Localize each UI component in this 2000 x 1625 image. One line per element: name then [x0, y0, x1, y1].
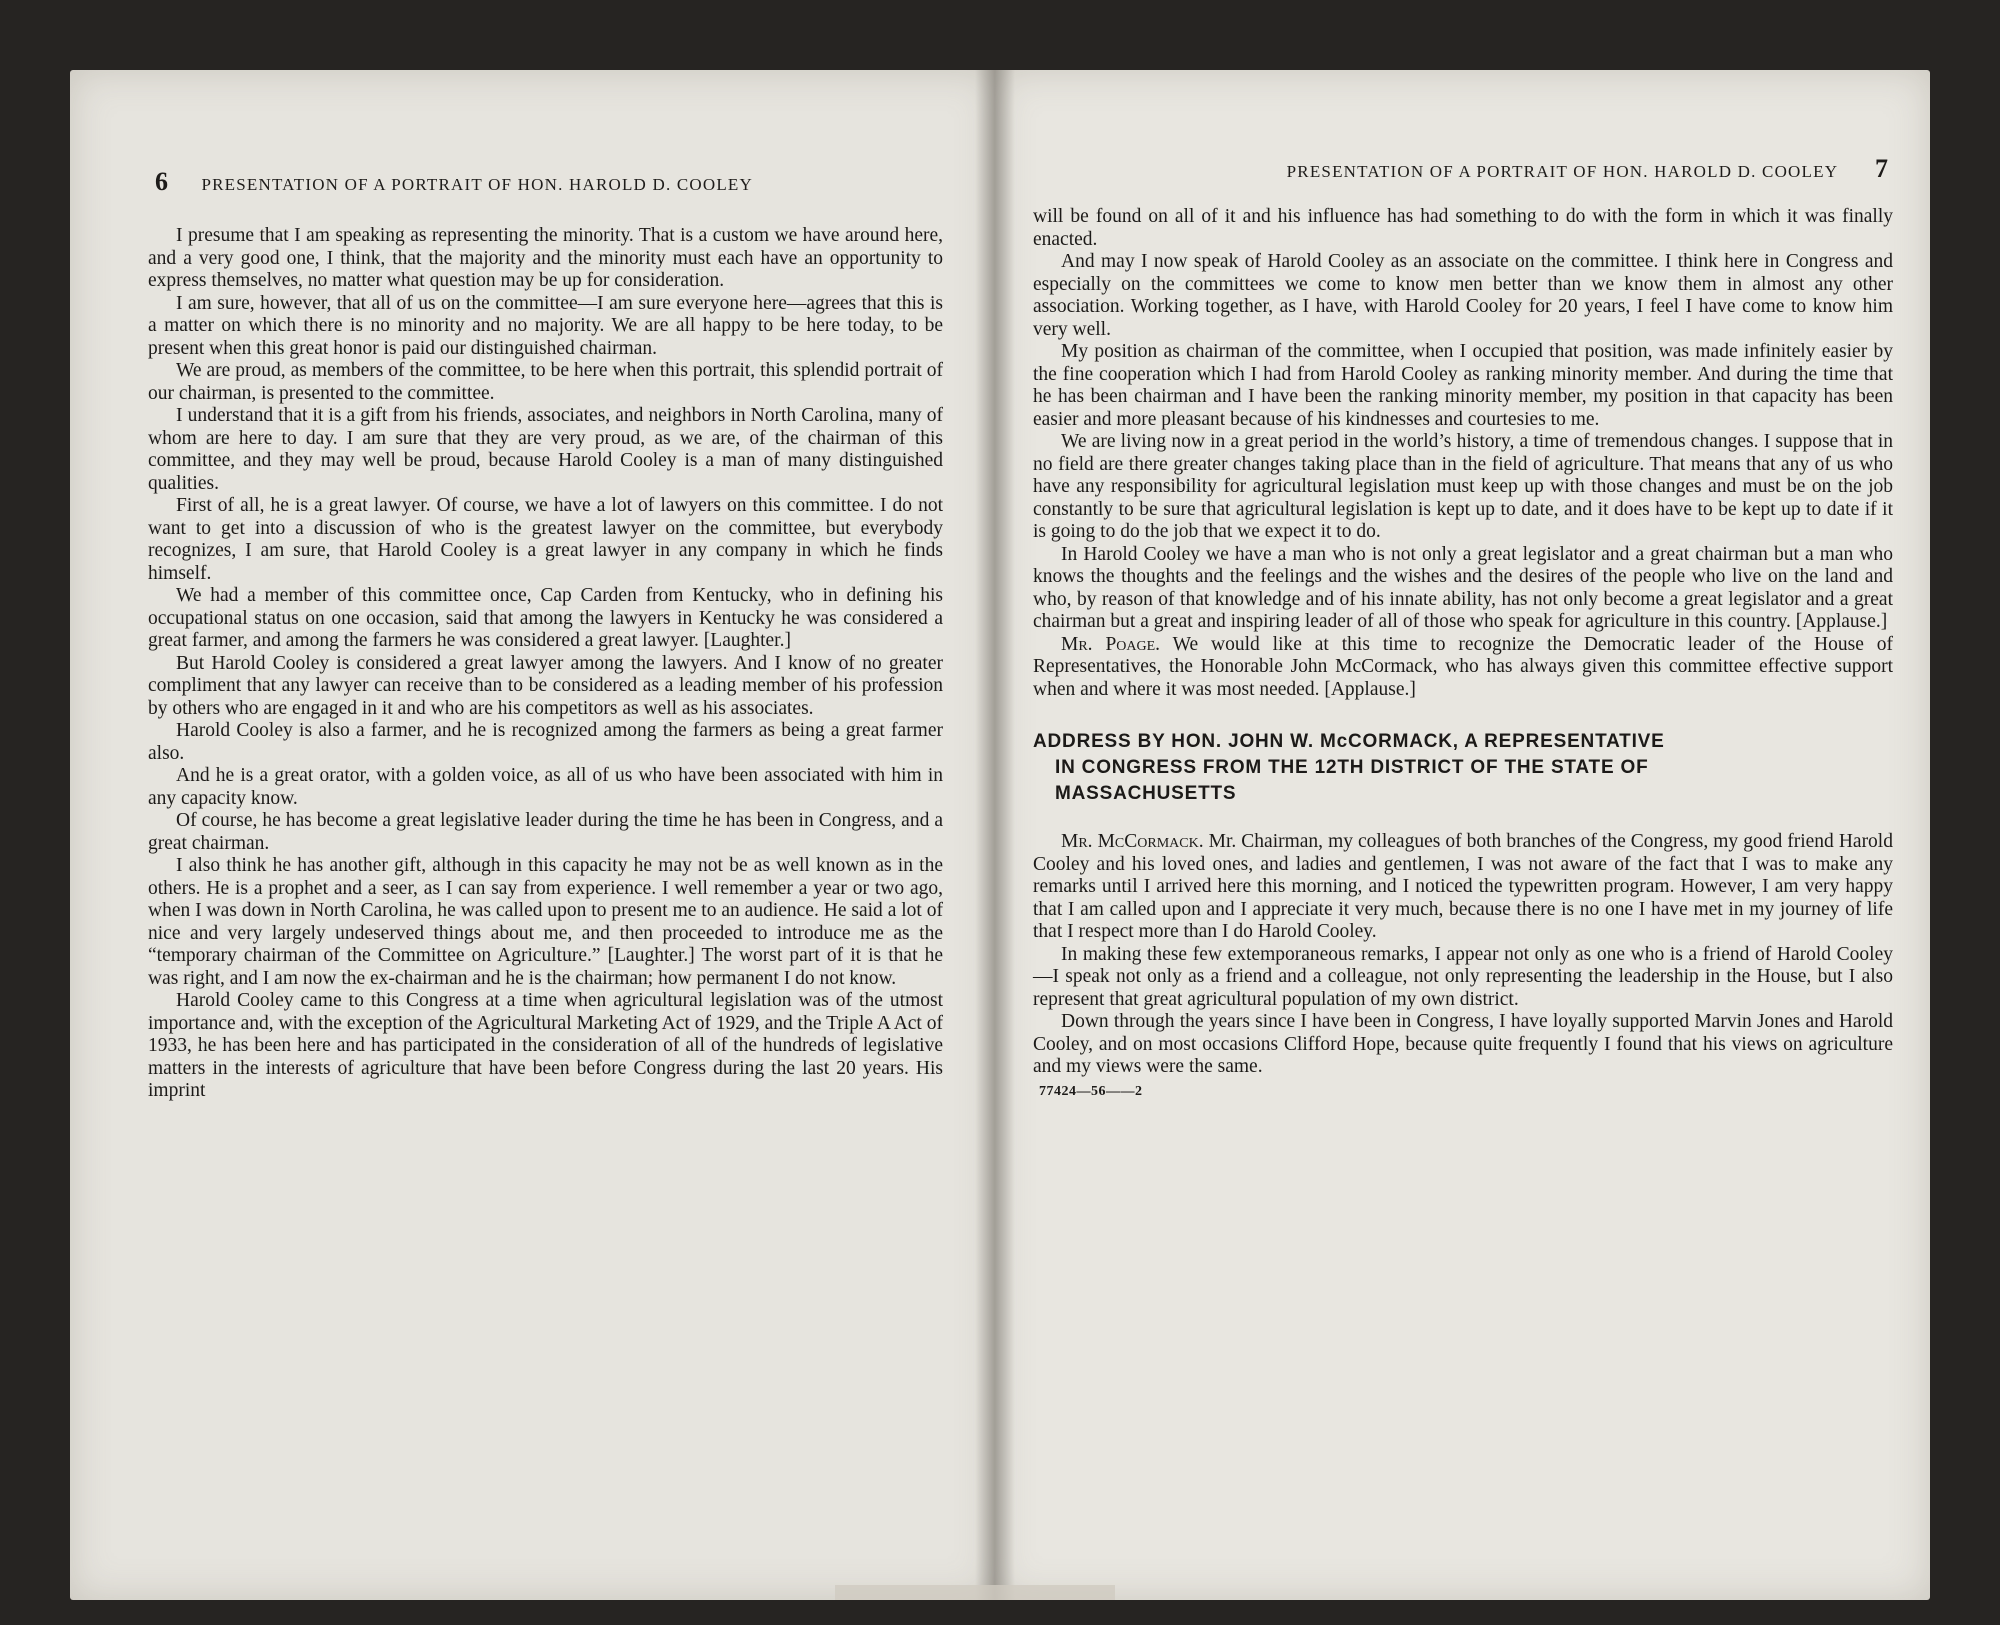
print-job-code: 77424—56——2 — [1039, 1083, 1143, 1099]
poage-paragraph — [1033, 634, 1893, 702]
address-heading-line: IN CONGRESS FROM THE 12TH DISTRICT OF THE STATE OF — [1055, 757, 1649, 778]
paragraph: And he is a great orator, with a golden voice, as all of us who have been associated with him in any capacity know. — [148, 765, 943, 809]
paragraph: In making these few extemporaneous remarks, I appear not only as one who is a friend of Harold Cooley—I speak not only as a friend and a colleague, not only representing the leadership in the House, but I also represent that great agricultural population of my own district. — [1033, 943, 1893, 1010]
left-page-header — [155, 167, 835, 195]
paragraph: I understand that it is a gift from his friends, associates, and neighbors in North Carolina, many of whom are here to day. I am sure that they are very proud, as we are, of the chairman of this committee, and they may well be proud, because Harold Cooley is a man of many distinguished qualities. — [148, 405, 943, 494]
paragraph: And may I now speak of Harold Cooley as an associate on the committee. I think here in Congress and especially on the committees we come to know men better than we know them in almost any other association. Working together, as I have, with Harold Cooley for 20 years, I feel I have come to know him very well. — [1033, 251, 1893, 340]
paragraph: Of course, he has become a great legislative leader during the time he has been in Congress, and a great chairman. — [148, 810, 943, 854]
left-text-column — [148, 225, 943, 1103]
left-page — [70, 70, 995, 1600]
paragraph: I also think he has another gift, although in this capacity he may not be as well known as in the others. He is a prophet and a seer, as I can say from experience. I well remember a year or two ago, when I was down in North Carolina, he was called upon to present me to an audience. He said a lot of nice and very largely undeserved things about me, and then proceeded to introduce me as the “temporary chairman of the Committee on Agriculture.” [Laughter.] The worst part of it is that he was right, and I am now the ex-chairman and he is the chairman; how permanent I do not know. — [148, 855, 943, 989]
left-running-head: PRESENTATION OF A PORTRAIT OF HON. HAROLD D. COOLEY — [201, 175, 753, 194]
right-page — [995, 70, 1930, 1600]
mccormack-paragraph — [1033, 831, 1893, 944]
paragraph: In Harold Cooley we have a man who is not only a great legislator and a great chairman but a man who knows the thoughts and the feelings and the wishes and the desires of the people who live on the land and who, by reason of that knowledge and of his innate ability, has not only become a great legislator and a great chairman but a great and inspiring leader of all of those who speak for agriculture in this country. [Applause.] — [1033, 543, 1893, 632]
paragraph: We are living now in a great period in the world’s history, a time of tremendous changes. I suppose that in no field are there greater changes taking place than in the field of agriculture. That means that any of us who have any responsibility for agricultural legislation must keep up with those changes and must be on the job constantly to be sure that agricultural legislation is kept up to date, and it does have to be kept up to date if it is going to do the job that we expect it to do. — [1033, 431, 1893, 542]
speech-text: We would like at this time to recognize the Democratic leader of the House of Representatives, the Honorable John McCormack, who has always given this committee effective support when and where it was most needed. [Applause.] — [1033, 633, 1893, 700]
continued-paragraph: will be found on all of it and his influence has had something to do with the form in which it was finally enacted. — [1033, 206, 1893, 250]
left-page-number: 6 — [155, 167, 168, 196]
binding-tape-bottom — [835, 1585, 1115, 1600]
paragraph: Harold Cooley came to this Congress at a time when agricultural legislation was of the utmost importance and, with the exception of the Agricultural Marketing Act of 1929, and the Triple A Act of 1933, he has been here and has participated in the consideration of all of the hundreds of legislative matters in the interests of agriculture that have been before Congress during the last 20 years. His imprint — [148, 990, 943, 1101]
paragraph: Harold Cooley is also a farmer, and he is recognized among the farmers as being a great farmer also. — [148, 720, 943, 764]
address-heading — [1033, 729, 1893, 807]
address-heading-line: MASSACHUSETTS — [1055, 783, 1237, 804]
paragraph: Down through the years since I have been in Congress, I have loyally supported Marvin Jones and Harold Cooley, and on most occasions Clifford Hope, because quite frequently I found that his views on agriculture and my views were the same. — [1033, 1011, 1893, 1077]
address-heading-line: ADDRESS BY HON. JOHN W. McCORMACK, A REPRESENTATIVE — [1033, 731, 1665, 752]
paragraph: But Harold Cooley is considered a great lawyer among the lawyers. And I know of no greater compliment that any lawyer can receive than to be considered as a leading member of his profession by others who are engaged in it and who are his competitors as well as his associates. — [148, 652, 943, 719]
paragraph: I am sure, however, that all of us on the committee—I am sure everyone here—agrees that this is a matter on which there is no minority and no majority. We are all happy to be here today, to be present when this great honor is paid our distinguished chairman. — [148, 292, 943, 359]
speaker-name: Mr. Poage. — [1061, 633, 1161, 655]
paragraph: We had a member of this committee once, Cap Carden from Kentucky, who in defining his occupational status on one occasion, said that among the lawyers in Kentucky he was considered a great farmer, and among the farmers he was considered a great lawyer. [Laughter.] — [148, 585, 943, 651]
right-page-header — [1155, 154, 1888, 182]
right-running-head: PRESENTATION OF A PORTRAIT OF HON. HAROLD D. COOLEY — [1286, 162, 1838, 181]
paragraph: We are proud, as members of the committee, to be here when this portrait, this splendid portrait of our chairman, is presented to the committee. — [148, 360, 943, 404]
speaker-name: Mr. McCormack. — [1061, 831, 1204, 852]
right-text-column — [1033, 206, 1893, 1103]
paragraph: First of all, he is a great lawyer. Of course, we have a lot of lawyers on this committee. I do not want to get into a discussion of who is the greatest lawyer on the committee, but everybody recognizes, I am sure, that Harold Cooley is a great lawyer in any company in which he finds himself. — [148, 495, 943, 584]
right-page-number: 7 — [1875, 154, 1888, 183]
paragraph: My position as chairman of the committee, when I occupied that position, was made infinitely easier by the fine cooperation which I had from Harold Cooley as ranking minority member. And during the time that he has been chairman and I have been the ranking minority member, my position in that capacity has been easier and more pleasant because of his kindnesses and courtesies to me. — [1033, 341, 1893, 430]
book-gutter — [975, 70, 1015, 1600]
speech-text: Mr. Chairman, my colleagues of both branches of the Congress, my good friend Harold Cooley and his loved ones, and ladies and gentlemen, I was not aware of the fact that I was to make any remarks until I arrived here this morning, and I noticed the typewritten program. However, I am very happy that I am called upon and I appreciate it very much, because there is no one I have met in my journey of life that I respect more than I do Harold Cooley. — [1033, 831, 1893, 942]
book-spread — [70, 70, 1930, 1600]
paragraph: I presume that I am speaking as representing the minority. That is a custom we have around here, and a very good one, I think, that the majority and the minority must each have an opportunity to express themselves, no matter what question may be up for consideration. — [148, 225, 943, 291]
